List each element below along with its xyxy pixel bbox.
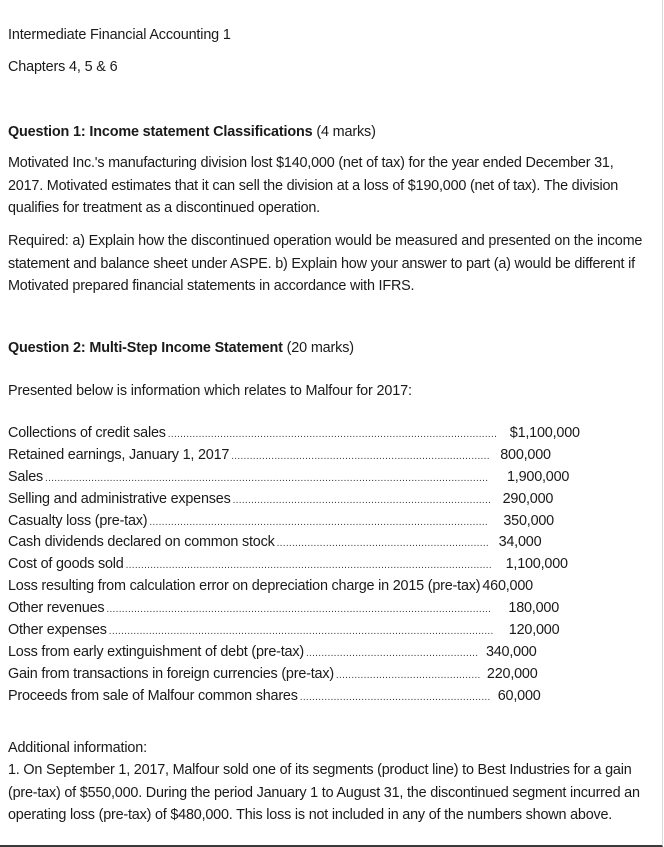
leader-dots: .............................................................................................................................: [106, 604, 492, 616]
ledger-amount: $1,100,000: [509, 425, 580, 441]
course-title: Intermediate Financial Accounting 1: [8, 27, 231, 43]
chapters-subtitle: Chapters 4, 5 & 6: [8, 59, 118, 75]
ledger-row: [8, 686, 608, 708]
question1-body: Motivated Inc.'s manufacturing division lost $140,000 (net of tax) for the year ended December 31, 2017. Motivated estimates that it can sell the division at a loss of $190,000 (net of tax). The division qualifies for treatment as a discontinued operation.: [8, 155, 619, 216]
ledger-label: Retained earnings, January 1, 2017: [8, 446, 230, 463]
ledger-amount: 800,000: [500, 446, 551, 463]
leader-dots: ..............................................................................................................: [149, 516, 488, 528]
ledger-amount: 1,900,000: [507, 468, 570, 485]
question2-marks: (20 marks): [282, 340, 354, 356]
leader-dots: ...........................................................................................................: [167, 429, 498, 440]
ledger-amount: 120,000: [508, 622, 560, 639]
question2-heading: [8, 337, 354, 359]
ledger-row: [8, 532, 608, 554]
ledger-row: [8, 576, 608, 598]
leader-dots: ....................................................................................: [231, 450, 490, 462]
leader-dots: .............................................................................................................................: [108, 626, 494, 638]
ledger-row: [8, 467, 608, 489]
ledger-amount: 60,000: [497, 687, 541, 704]
ledger-amount: 340,000: [485, 643, 537, 660]
ledger-row: [8, 489, 608, 511]
ledger-amount: 180,000: [508, 600, 560, 617]
leader-dots: ........................................................: [305, 647, 479, 659]
ledger-amount: 290,000: [502, 490, 554, 507]
ledger-list: [8, 423, 608, 708]
leader-dots: ...............................................: [335, 669, 481, 681]
ledger-row: [8, 642, 608, 664]
question1-required: Required: a) Explain how the discontinued operation would be measured and presented on the income statement and balance sheet under ASPE. b) Explain how your answer to part (a) would be different if Motivated prepared financial statements in accordance with IFRS.: [8, 233, 643, 294]
ledger-label: Loss resulting from calculation error on depreciation charge in 2015 (pre-tax): [8, 578, 481, 595]
additional-info-1: 1. On September 1, 2017, Malfour sold one of its segments (product line) to Best Industries for a gain (pre-tax) of $550,000. During the period January 1 to August 31, the discontinued segment incurred an operating loss (pre-tax) of $480,000. This loss is not included in any of the numbers shown above.: [8, 762, 640, 823]
question2-intro: Presented below is information which relates to Malfour for 2017:: [8, 383, 412, 399]
ledger-amount: 1,100,000: [505, 556, 568, 573]
ledger-row: [8, 598, 608, 620]
ledger-row: [8, 620, 608, 642]
ledger-label: Collections of credit sales: [8, 425, 166, 441]
ledger-row: [8, 554, 608, 576]
ledger-label: Sales: [8, 468, 43, 485]
leader-dots: ................................................................................................................................................: [45, 472, 489, 484]
question1-marks: (4 marks): [312, 124, 376, 140]
leader-dots: ....................................................................................: [232, 494, 492, 506]
ledger-row: [8, 423, 608, 445]
ledger-label: Cost of goods sold: [8, 556, 124, 573]
ledger-row: [8, 445, 608, 467]
question2-title: Question 2: Multi-Step Income Statement: [8, 340, 283, 356]
ledger-label: Selling and administrative expenses: [8, 490, 231, 507]
ledger-amount: 460,000: [482, 578, 533, 595]
leader-dots: .....................................................................: [276, 538, 489, 550]
ledger-label: Proceeds from sale of Malfour common shares: [8, 687, 298, 704]
leader-dots: ..............................................................: [299, 691, 491, 703]
question1-title: Question 1: Income statement Classifications: [8, 124, 313, 140]
ledger-label: Casualty loss (pre-tax): [8, 512, 148, 529]
ledger-label: Loss from early extinguishment of debt (pre-tax): [8, 643, 304, 660]
ledger-amount: 34,000: [498, 534, 542, 551]
ledger-label: Other expenses: [8, 622, 107, 639]
question1-heading: [8, 121, 376, 143]
ledger-label: Cash dividends declared on common stock: [8, 534, 275, 551]
ledger-row: [8, 511, 608, 533]
leader-dots: .......................................................................................................................: [125, 560, 492, 572]
ledger-row: [8, 664, 608, 686]
ledger-amount: 220,000: [486, 665, 538, 682]
ledger-label: Other revenues: [8, 600, 105, 617]
ledger-label: Gain from transactions in foreign currencies (pre-tax): [8, 665, 334, 682]
additional-info-heading: Additional information:: [8, 740, 147, 756]
ledger-amount: 350,000: [503, 512, 554, 529]
